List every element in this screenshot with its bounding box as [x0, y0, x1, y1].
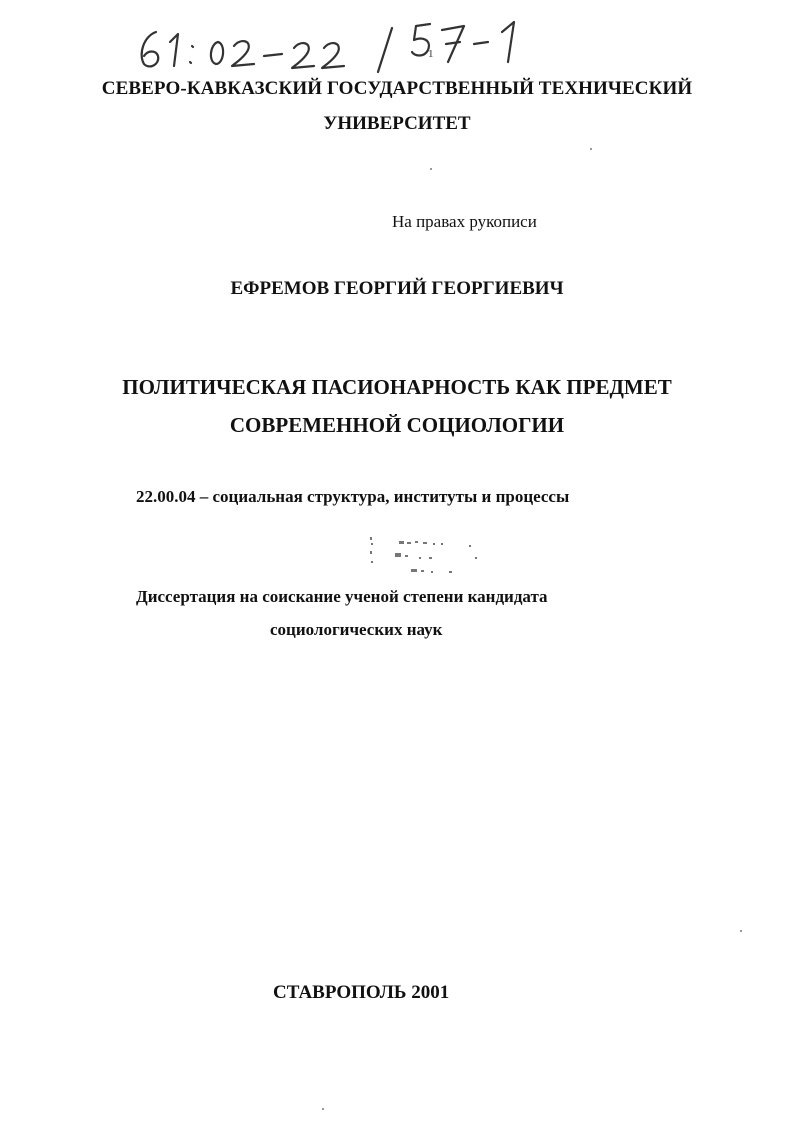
thesis-title-line2: СОВРЕМЕННОЙ СОЦИОЛОГИИ	[229, 413, 565, 437]
faded-stamp	[365, 533, 485, 583]
dissertation-purpose-line1: Диссертация на соискание ученой степени кандидата	[136, 587, 548, 606]
page-number: 1	[428, 48, 434, 60]
scan-speck	[590, 148, 592, 150]
scan-speck	[430, 168, 432, 170]
rights-note: На правах рукописи	[392, 212, 537, 231]
city-and-year: СТАВРОПОЛЬ 2001	[273, 982, 450, 1003]
university-name-line2: УНИВЕРСИТЕТ	[323, 113, 471, 134]
handwritten-archive-number	[130, 14, 550, 74]
scan-speck	[740, 930, 742, 932]
specialty-code: 22.00.04 – социальная структура, институты и процессы	[136, 487, 570, 506]
author-name: ЕФРЕМОВ ГЕОРГИЙ ГЕОРГИЕВИЧ	[230, 278, 564, 299]
scan-speck	[322, 1108, 324, 1110]
thesis-title-line1: ПОЛИТИЧЕСКАЯ ПАСИОНАРНОСТЬ КАК ПРЕДМЕТ	[122, 375, 672, 399]
university-name-line1: СЕВЕРО-КАВКАЗСКИЙ ГОСУДАРСТВЕННЫЙ ТЕХНИЧЕСКИЙ	[101, 78, 693, 99]
dissertation-purpose-line2: социологических наук	[270, 620, 443, 639]
